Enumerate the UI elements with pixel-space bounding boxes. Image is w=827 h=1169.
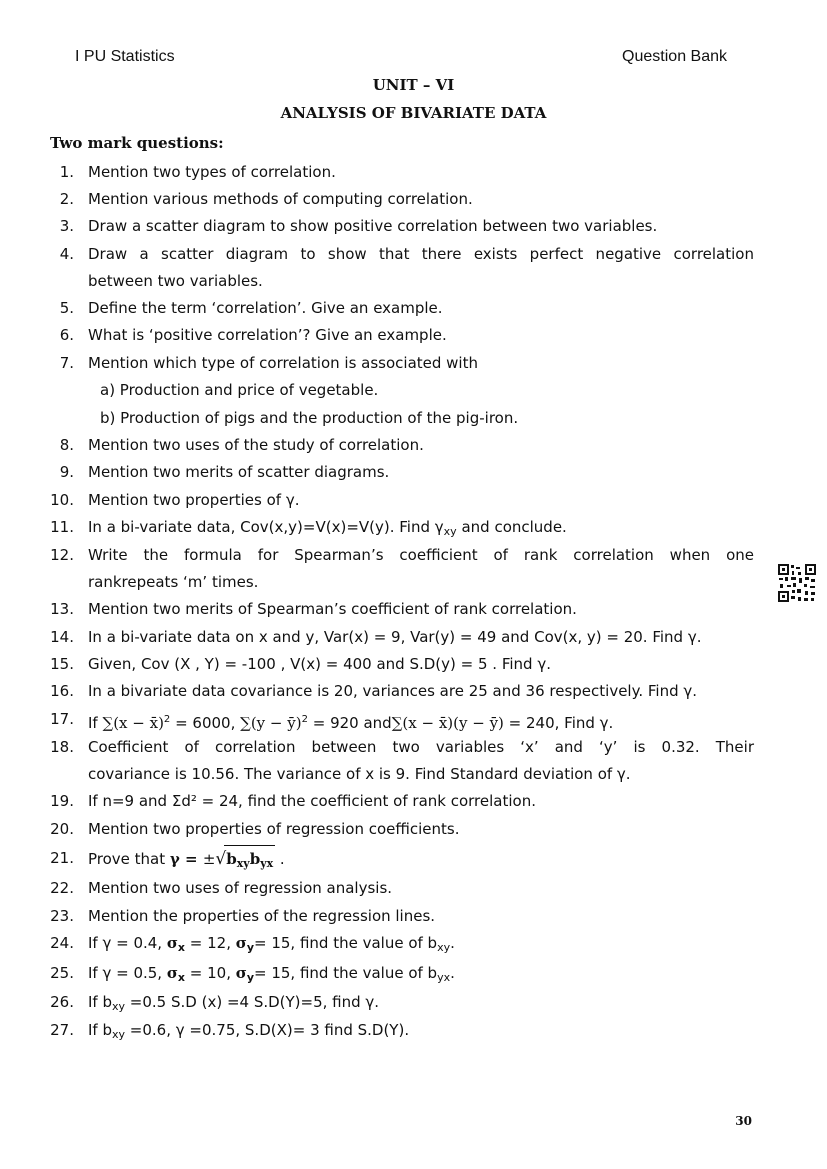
subscript: x <box>177 941 186 954</box>
q27-text: If b <box>88 1021 112 1039</box>
header-subject: I PU Statistics <box>75 48 175 65</box>
section-heading: Two mark questions: <box>50 134 224 152</box>
question-number: 15. <box>50 655 74 673</box>
question-text: Mention various methods of computing correlation. <box>88 190 473 208</box>
question-text: Define the term ‘correlation’. Give an example. <box>88 299 443 317</box>
question-text <box>88 960 754 988</box>
q25-text-2: = 10, <box>185 964 236 982</box>
superscript: 2 <box>163 714 171 725</box>
question-number: 23. <box>50 907 74 925</box>
chapter-title: ANALYSIS OF BIVARIATE DATA <box>280 104 547 122</box>
q25-end: . <box>450 964 455 982</box>
question-number: 16. <box>50 682 74 700</box>
question-text <box>88 930 754 958</box>
question-text: Mention two merits of scatter diagrams. <box>88 463 390 481</box>
unit-heading: UNIT – VI <box>372 76 455 94</box>
q27-text-2: =0.6, γ =0.75, S.D(X)= 3 find S.D(Y). <box>125 1021 410 1039</box>
question-text: Write the formula for Spearman’s coefficient of rank correlation when one <box>88 546 754 564</box>
q21-text: Prove that <box>88 850 170 868</box>
q24-end: . <box>450 934 455 952</box>
question-7-option-b: b) Production of pigs and the production of the pig-iron. <box>100 409 519 427</box>
gamma-equals: γ = <box>169 850 203 868</box>
q17-value-3: = 240, Find γ. <box>503 714 614 732</box>
question-number: 22. <box>50 879 74 897</box>
question-number: 17. <box>50 710 74 728</box>
question-text: Mention two types of correlation. <box>88 163 336 181</box>
square-root-icon: √ <box>215 849 227 869</box>
sum-sq-x-expression: ∑(x − x̄) <box>102 714 164 732</box>
sum-sq-y-expression: ∑(y − ȳ) <box>240 714 302 732</box>
question-text-continued: rankrepeats ‘m’ times. <box>88 573 259 591</box>
question-number: 2. <box>59 190 74 208</box>
sigma-symbol: σ <box>166 964 178 982</box>
question-7-option-a: a) Production and price of vegetable. <box>100 381 379 399</box>
question-text: In a bi-variate data on x and y, Var(x) = 9, Var(y) = 49 and Cov(x, y) = 20. Find γ. <box>88 628 702 646</box>
question-text: Coefficient of correlation between two variables ‘x’ and ‘y’ is 0.32. Their <box>88 738 754 756</box>
subscript: y <box>246 941 254 954</box>
q11-text-end: and conclude. <box>456 518 567 536</box>
subscript: x <box>177 971 186 984</box>
question-number: 8. <box>59 436 74 454</box>
q24-text-2: = 12, <box>185 934 236 952</box>
question-text: Draw a scatter diagram to show that there exists perfect negative correlation <box>88 245 754 263</box>
question-number: 21. <box>50 849 74 867</box>
subscript: xy <box>443 525 457 538</box>
question-text <box>88 845 754 874</box>
subscript: yx <box>437 971 451 984</box>
subscript: xy <box>112 1028 126 1041</box>
question-number: 4. <box>59 245 74 263</box>
q21-end: . <box>275 850 285 868</box>
subscript: xy <box>236 857 250 870</box>
question-number: 10. <box>50 491 74 509</box>
q25-text: If γ = 0.5, <box>88 964 167 982</box>
radicand <box>224 845 275 874</box>
q26-text: If b <box>88 993 112 1011</box>
question-text: Mention two properties of regression coefficients. <box>88 820 460 838</box>
question-text: Mention two uses of regression analysis. <box>88 879 393 897</box>
question-number: 27. <box>50 1021 74 1039</box>
subscript: y <box>246 971 254 984</box>
question-number: 13. <box>50 600 74 618</box>
question-text: Mention two properties of γ. <box>88 491 300 509</box>
q26-text-2: =0.5 S.D (x) =4 S.D(Y)=5, find γ. <box>125 993 380 1011</box>
page-number: 30 <box>735 1114 752 1128</box>
question-text: Given, Cov (X , Y) = -100 , V(x) = 400 and S.D(y) = 5 . Find γ. <box>88 655 551 673</box>
subscript: yx <box>260 857 274 870</box>
subscript: xy <box>112 1000 126 1013</box>
question-text: Mention two uses of the study of correlation. <box>88 436 424 454</box>
question-text <box>88 1017 754 1045</box>
question-number: 14. <box>50 628 74 646</box>
superscript: 2 <box>301 714 308 725</box>
question-text-continued: between two variables. <box>88 272 263 290</box>
question-text <box>88 514 754 542</box>
q17-text: If <box>88 714 103 732</box>
question-number: 25. <box>50 964 74 982</box>
question-number: 7. <box>59 354 74 372</box>
question-text: Draw a scatter diagram to show positive correlation between two variables. <box>88 217 658 235</box>
question-number: 24. <box>50 934 74 952</box>
b-symbol: b <box>249 850 261 868</box>
question-text: In a bivariate data covariance is 20, variances are 25 and 36 respectively. Find γ. <box>88 682 698 700</box>
q11-text: In a bi-variate data, Cov(x,y)=V(x)=V(y). Find γ <box>88 518 444 536</box>
q24-text-3: = 15, find the value of b <box>254 934 438 952</box>
question-text-continued: covariance is 10.56. The variance of x is 9. Find Standard deviation of γ. <box>88 765 631 783</box>
question-number: 3. <box>59 217 74 235</box>
header-book-title: Question Bank <box>622 48 727 65</box>
question-number: 26. <box>50 993 74 1011</box>
q24-text: If γ = 0.4, <box>88 934 167 952</box>
question-text: What is ‘positive correlation’? Give an example. <box>88 326 447 344</box>
question-number: 12. <box>50 546 74 564</box>
question-number: 20. <box>50 820 74 838</box>
sum-product-expression: ∑(x − x̄)(y − ȳ) <box>391 714 504 732</box>
q17-value-2: = 920 and <box>307 714 392 732</box>
question-text: Mention two merits of Spearman’s coefficient of rank correlation. <box>88 600 577 618</box>
question-number: 5. <box>59 299 74 317</box>
question-number: 9. <box>59 463 74 481</box>
subscript: xy <box>437 941 451 954</box>
qr-code-icon <box>777 563 817 603</box>
sigma-symbol: σ <box>166 934 178 952</box>
q25-text-3: = 15, find the value of b <box>254 964 438 982</box>
b-symbol: b <box>226 850 237 868</box>
question-text <box>88 989 754 1017</box>
question-text: Mention which type of correlation is associated with <box>88 354 478 372</box>
question-number: 1. <box>59 163 74 181</box>
sigma-symbol: σ <box>235 934 247 952</box>
question-text <box>88 706 754 737</box>
question-number: 18. <box>50 738 74 756</box>
question-text: Mention the properties of the regression lines. <box>88 907 436 925</box>
question-text: If n=9 and Σd² = 24, find the coefficient of rank correlation. <box>88 792 536 810</box>
plus-minus: ± <box>202 850 216 868</box>
question-number: 6. <box>59 326 74 344</box>
question-number: 19. <box>50 792 74 810</box>
sigma-symbol: σ <box>235 964 247 982</box>
question-number: 11. <box>50 518 74 536</box>
q17-value-1: = 6000, <box>170 714 241 732</box>
